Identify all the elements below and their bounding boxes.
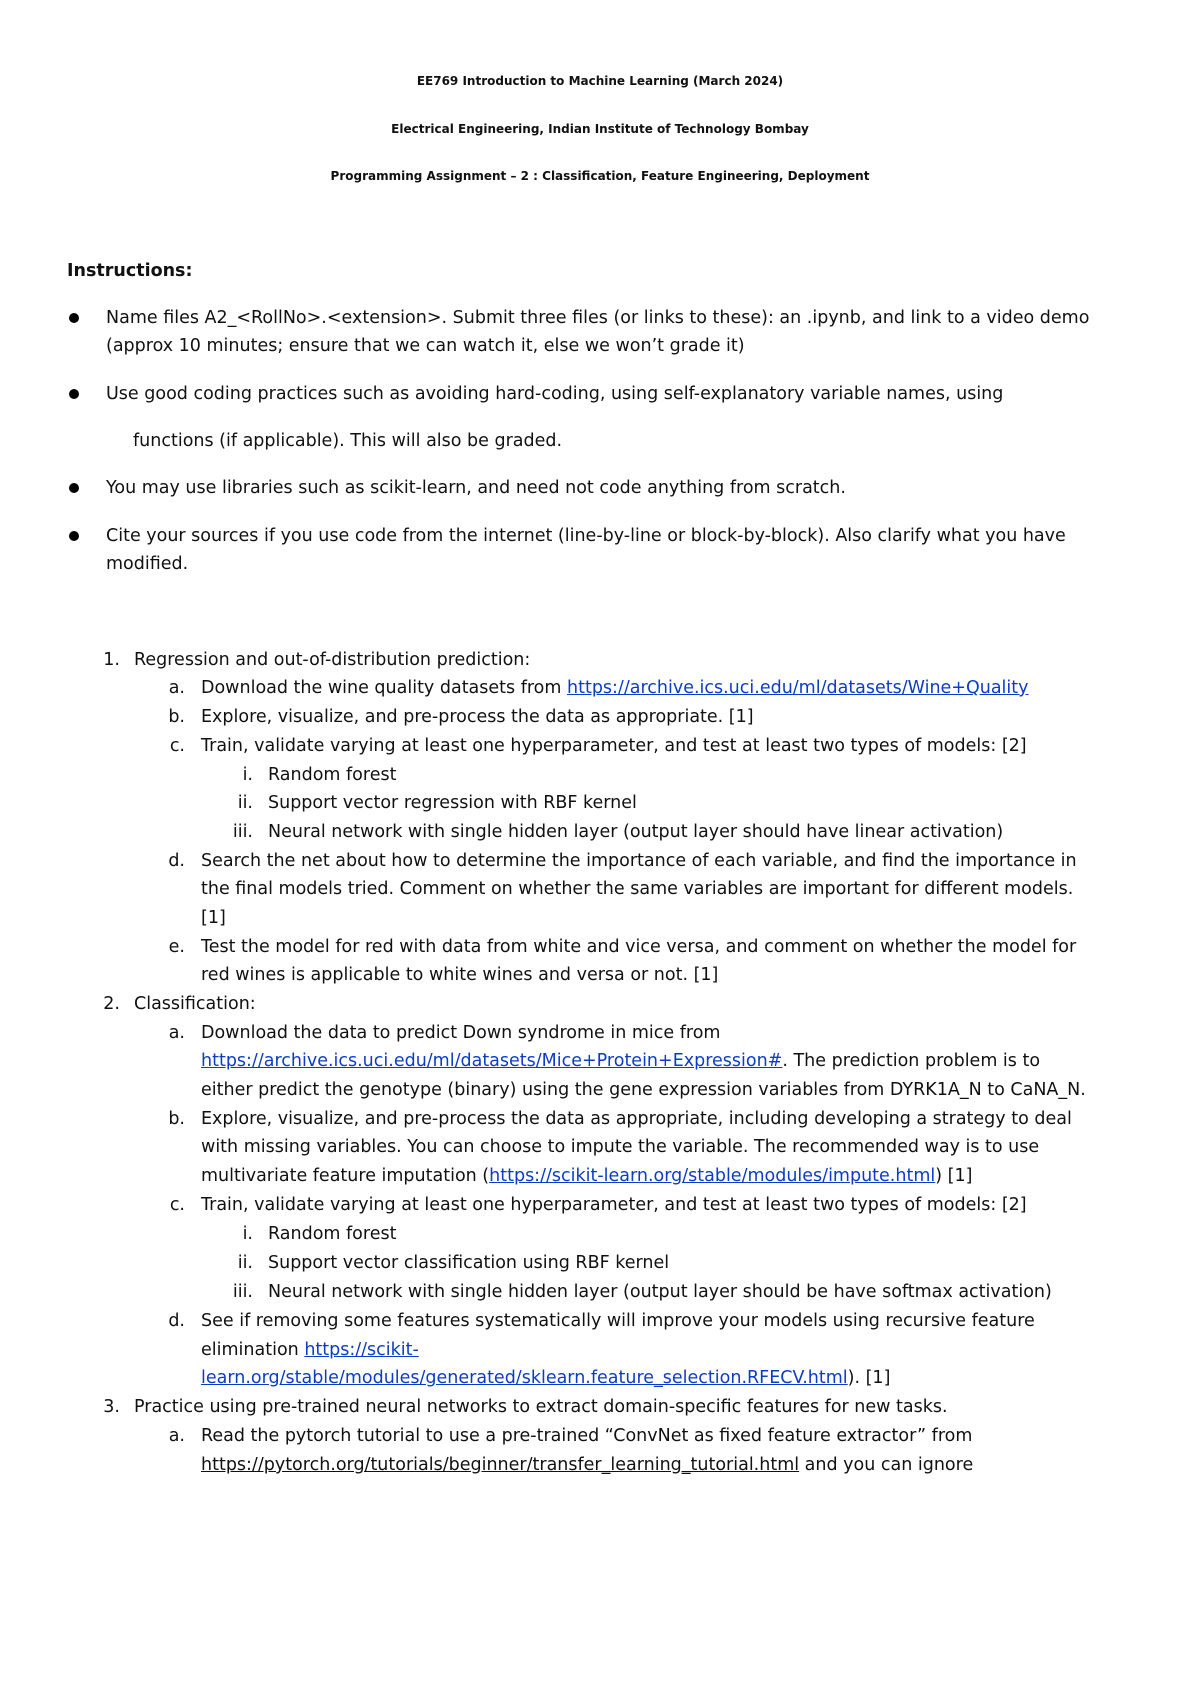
item-marker: e. — [168, 937, 185, 957]
subitem-marker: iii. — [232, 822, 253, 842]
item-marker: a. — [168, 678, 185, 698]
subitem-marker: ii. — [237, 1253, 253, 1273]
instruction-item-1-line-2: (approx 10 minutes; ensure that we can watch it, else we won’t grade it) — [106, 336, 745, 356]
item-text: multivariate feature imputation ( — [201, 1166, 490, 1186]
q2-subitem-iii: Neural network with single hidden layer (output layer should be have softmax activation) — [268, 1282, 1052, 1302]
instructions-heading: Instructions: — [67, 261, 193, 281]
q2-item-b-line-2: with missing variables. You can choose to impute the variable. The recommended way is to use — [201, 1137, 1040, 1157]
item-marker: a. — [168, 1426, 185, 1446]
document-title: EE769 Introduction to Machine Learning (March 2024) — [416, 74, 784, 88]
question-number: 1. — [103, 650, 120, 670]
q1-item-d-line-2: the final models tried. Comment on whether the same variables are important for different models. — [201, 879, 1074, 899]
q2-item-a-line-1: Download the data to predict Down syndrome in mice from — [201, 1023, 721, 1043]
item-marker: d. — [168, 851, 185, 871]
rfecv-link-part-1[interactable]: https://scikit- — [304, 1340, 419, 1360]
bullet-icon — [69, 483, 79, 493]
q2-item-d-line-2 — [201, 1338, 419, 1362]
q1-item-e-line-1: Test the model for red with data from white and vice versa, and comment on whether the model for — [201, 937, 1077, 957]
q1-item-e-line-2: red wines is applicable to white wines and versa or not. [1] — [201, 965, 719, 985]
instruction-item-2-line-1: Use good coding practices such as avoiding hard-coding, using self-explanatory variable names, using — [106, 384, 1004, 404]
rfecv-link-part-2[interactable]: learn.org/stable/modules/generated/sklearn.feature_selection.RFECV.html — [201, 1368, 848, 1388]
item-text: ). [1] — [847, 1368, 891, 1388]
bullet-icon — [69, 531, 79, 541]
bullet-icon — [69, 389, 79, 399]
subitem-marker: i. — [242, 765, 253, 785]
item-text: . The prediction problem is to — [782, 1051, 1041, 1071]
item-marker: c. — [169, 736, 185, 756]
item-marker: d. — [168, 1311, 185, 1331]
instruction-item-4-line-2: modified. — [106, 554, 189, 574]
q1-item-c: Train, validate varying at least one hyperparameter, and test at least two types of models: [2] — [201, 736, 1027, 756]
item-marker: a. — [168, 1023, 185, 1043]
q2-subitem-i: Random forest — [268, 1224, 397, 1244]
question-title: Classification: — [134, 994, 256, 1014]
bullet-icon — [69, 313, 79, 323]
q2-item-d-line-3 — [201, 1366, 890, 1390]
question-number: 3. — [103, 1397, 120, 1417]
q1-item-b: Explore, visualize, and pre-process the data as appropriate. [1] — [201, 707, 754, 727]
q2-item-a-line-2 — [201, 1049, 1040, 1073]
q1-item-d-line-3: [1] — [201, 908, 226, 928]
q1-subitem-i: Random forest — [268, 765, 397, 785]
instruction-item-3-line-1: You may use libraries such as scikit-learn, and need not code anything from scratch. — [106, 478, 846, 498]
q2-item-d-line-1: See if removing some features systematically will improve your models using recursive feature — [201, 1311, 1035, 1331]
q1-subitem-iii: Neural network with single hidden layer (output layer should have linear activation) — [268, 822, 1004, 842]
q2-item-b-line-1: Explore, visualize, and pre-process the data as appropriate, including developing a strategy to deal — [201, 1109, 1072, 1129]
wine-quality-link[interactable]: https://archive.ics.uci.edu/ml/datasets/Wine+Quality — [567, 678, 1029, 698]
q3-item-a-line-2 — [201, 1453, 973, 1477]
q1-subitem-ii: Support vector regression with RBF kernel — [268, 793, 637, 813]
subitem-marker: iii. — [232, 1282, 253, 1302]
item-text: elimination — [201, 1340, 305, 1360]
question-title: Practice using pre-trained neural networks to extract domain-specific features for new tasks. — [134, 1397, 948, 1417]
instruction-item-4-line-1: Cite your sources if you use code from the internet (line-by-line or block-by-block). Also clarify what you have — [106, 526, 1066, 546]
assignment-title: Programming Assignment – 2 : Classification, Feature Engineering, Deployment — [330, 169, 870, 183]
item-marker: b. — [168, 707, 185, 727]
item-text: Download the wine quality datasets from — [201, 678, 567, 698]
item-text: ) [1] — [935, 1166, 973, 1186]
mice-protein-link[interactable]: https://archive.ics.uci.edu/ml/datasets/Mice+Protein+Expression# — [201, 1051, 783, 1071]
question-title: Regression and out-of-distribution prediction: — [134, 650, 531, 670]
department-line: Electrical Engineering, Indian Institute of Technology Bombay — [391, 122, 809, 136]
q2-item-a-line-3: either predict the genotype (binary) using the gene expression variables from DYRK1A_N to CaNA_N. — [201, 1080, 1086, 1100]
item-text: and you can ignore — [799, 1455, 974, 1475]
instruction-item-1-line-1: Name files A2_<RollNo>.<extension>. Submit three files (or links to these): an .ipynb, and link to a video demo — [106, 308, 1090, 328]
item-marker: b. — [168, 1109, 185, 1129]
q1-item-a — [201, 676, 1029, 700]
item-marker: c. — [169, 1195, 185, 1215]
q3-item-a-line-1: Read the pytorch tutorial to use a pre-trained “ConvNet as fixed feature extractor” from — [201, 1426, 973, 1446]
subitem-marker: i. — [242, 1224, 253, 1244]
q2-item-b-line-3 — [201, 1164, 972, 1188]
pytorch-tutorial-link[interactable]: https://pytorch.org/tutorials/beginner/transfer_learning_tutorial.html — [201, 1455, 800, 1475]
instruction-item-2-line-2: functions (if applicable). This will also be graded. — [133, 431, 563, 451]
subitem-marker: ii. — [237, 793, 253, 813]
q2-item-c: Train, validate varying at least one hyperparameter, and test at least two types of models: [2] — [201, 1195, 1027, 1215]
q1-item-d-line-1: Search the net about how to determine the importance of each variable, and find the importance in — [201, 851, 1077, 871]
q2-subitem-ii: Support vector classification using RBF kernel — [268, 1253, 670, 1273]
impute-docs-link[interactable]: https://scikit-learn.org/stable/modules/impute.html — [489, 1166, 936, 1186]
question-number: 2. — [103, 994, 120, 1014]
